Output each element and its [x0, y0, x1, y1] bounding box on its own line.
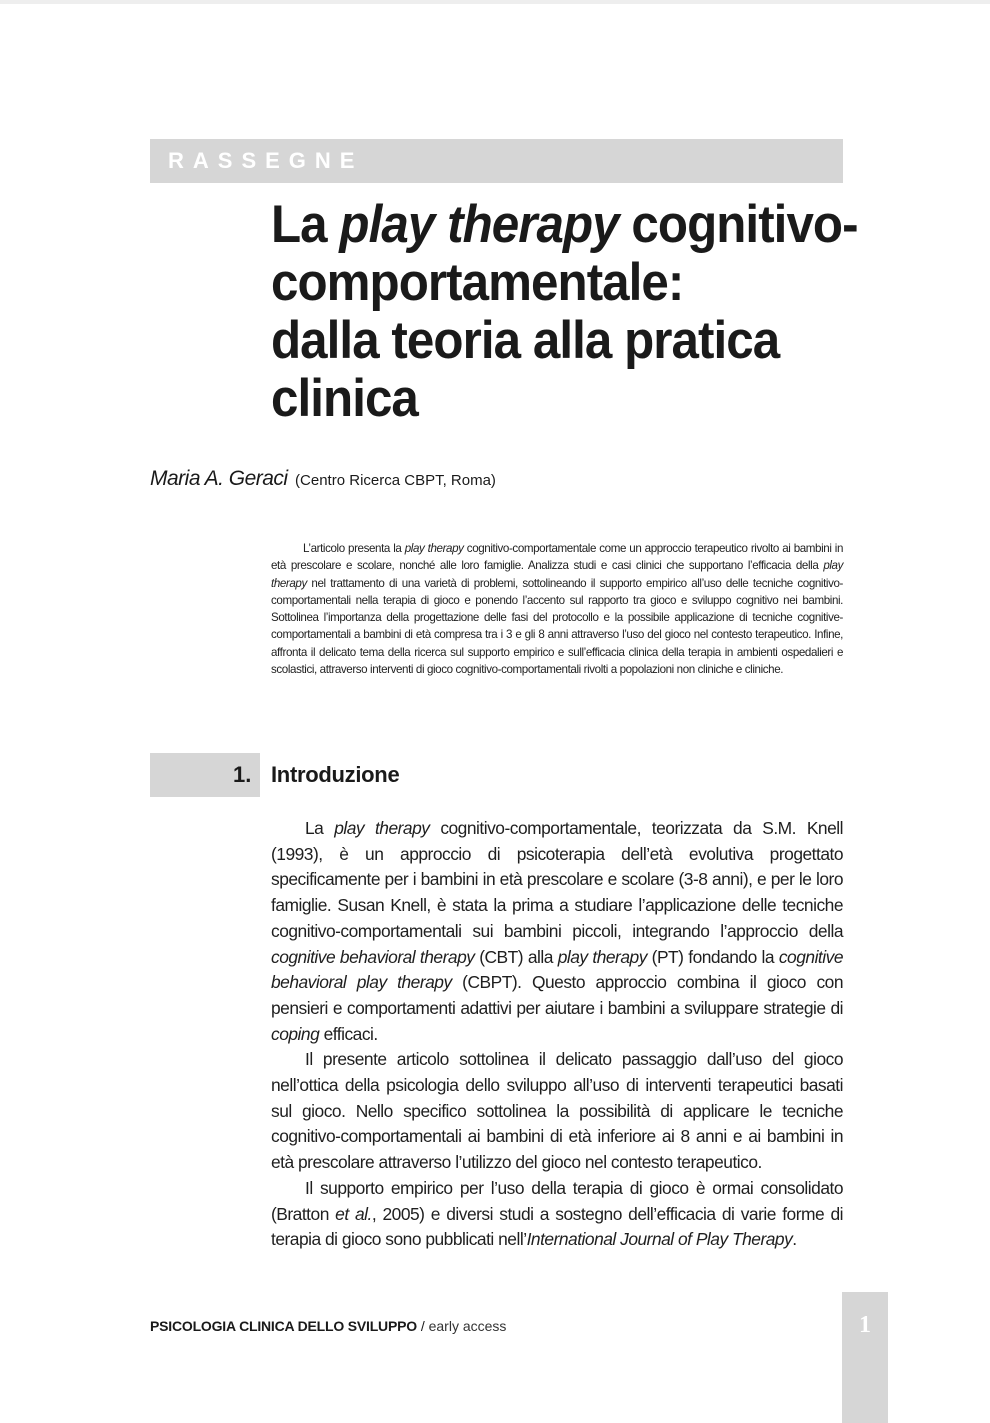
- title-line-3: dalla teoria alla pratica: [271, 311, 780, 370]
- article-title: [271, 195, 858, 428]
- paragraph-1: La play therapy cognitivo-comportamentale, teorizzata da S.M. Knell (1993), è un approccio di psicoterapia dell’età evolutiva progettato specificamente per i bambini in età prescolare e scolare (3-8 anni), e per le loro famiglie. Susan Knell, è stata la prima a studiare l’applicazione delle tecniche cognitivo-comportamentali sui bambini piccoli, integrando l’approccio della cognitive behavioral therapy (CBT) alla play therapy (PT) fondando la cognitive behavioral play therapy (CBPT). Questo approccio combina il gioco con pensieri e comportamenti adattivi per aiutare i bambini a sviluppare strategie di coping efficaci.: [271, 818, 843, 1044]
- section-title: Introduzione: [271, 762, 400, 787]
- author-line: [150, 467, 496, 491]
- author-affiliation: (Centro Ricerca CBPT, Roma): [295, 472, 496, 489]
- page-top-edge: [0, 0, 990, 4]
- author-name: Maria A. Geraci: [150, 467, 288, 490]
- body-text: [271, 816, 843, 1253]
- section-label-bar: [150, 139, 843, 183]
- title-line-4: clinica: [271, 369, 418, 428]
- section-label: RASSEGNE: [168, 148, 364, 173]
- title-line-2: comportamentale:: [271, 253, 684, 312]
- access-status: early access: [428, 1318, 507, 1334]
- page-number-tab: [842, 1292, 888, 1423]
- journal-name: PSICOLOGIA CLINICA DELLO SVILUPPO: [150, 1318, 417, 1334]
- title-line-1: La play therapy cognitivo-: [271, 195, 858, 254]
- paragraph-3: Il supporto empirico per l’uso della terapia di gioco è ormai consolidato (Bratton et al., 2005) e diversi studi a sostegno dell’efficacia di varie forme di terapia di gioco sono pubblicati nell’International Journal of Play Therapy.: [271, 1177, 843, 1250]
- paragraph-2: Il presente articolo sottolinea il delicato passaggio dall’uso del gioco nell’ottica della psicologia dello sviluppo all’uso di interventi terapeutici basati sul gioco. Nello specifico sottolinea la possibilità di applicare le tecniche cognitivo-comportamentali ai bambini di età inferiore ai 8 anni e ai bambini in età prescolare attraverso l’utilizzo del gioco nel contesto terapeutico.: [271, 1049, 843, 1173]
- footer-journal: PSICOLOGIA CLINICA DELLO SVILUPPO / early access: [150, 1318, 507, 1334]
- section-number: 1.: [233, 762, 252, 787]
- page-number: 1: [859, 1312, 871, 1338]
- abstract: L’articolo presenta la play therapy cognitivo-comportamentale come un approccio terapeutico rivolto ai bambini in età prescolare e scolare, nonché alle loro famiglie. Analizza studi e casi clinici che supportano l’efficacia della play therapy nel trattamento di una varietà di problemi, sottolineando il supporto empirico all’uso delle tecniche cognitivo-comportamentali nella terapia di gioco e ponendo l’accento sul rapporto tra gioco e sviluppo cognitivo nei bambini. Sottolinea l’importanza della progettazione delle fasi del protocollo e la possibile applicazione di tecniche cognitive-comportamentali a bambini di età compresa tra i 3 e gli 8 anni attraverso l’uso del gioco nel contesto terapeutico. Infine, affronta il delicato tema della ricerca sul supporto empirico e sull’efficacia clinica della terapia in ambienti ospedalieri e scolastici, attraverso interventi di gioco cognitivo-comportamentali rivolti a popolazioni non cliniche e cliniche.: [271, 542, 843, 677]
